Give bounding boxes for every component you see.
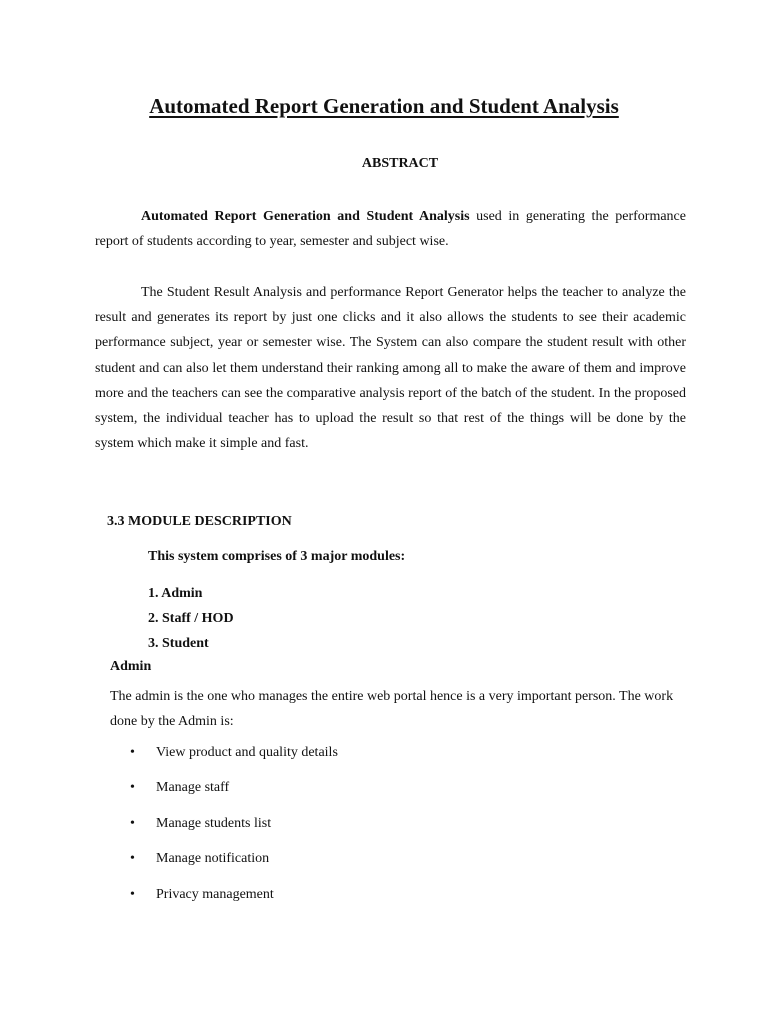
section-heading: 3.3 MODULE DESCRIPTION bbox=[107, 514, 292, 529]
duty-text: View product and quality details bbox=[156, 745, 338, 760]
modules-intro: This system comprises of 3 major modules: bbox=[148, 549, 406, 564]
abstract-paragraph-1 bbox=[95, 204, 686, 254]
duty-text: Manage notification bbox=[156, 851, 270, 867]
modules-list bbox=[148, 584, 234, 660]
module-item: 2. Staff / HOD bbox=[148, 611, 234, 627]
module-item: 3. Student bbox=[148, 636, 209, 652]
duty-text: Manage students list bbox=[156, 815, 272, 831]
abstract-heading: ABSTRACT bbox=[361, 156, 439, 171]
duty-text: Manage staff bbox=[156, 780, 230, 796]
paragraph-bold-lead: Automated Report Generation and Student Analysis bbox=[141, 209, 470, 224]
admin-description: The admin is the one who manages the entire web portal hence is a very important person. The work done by the Admin is: bbox=[110, 689, 674, 730]
bullet-icon: • bbox=[130, 886, 135, 902]
document-title: Automated Report Generation and Student Analysis bbox=[149, 94, 619, 118]
admin-heading: Admin bbox=[110, 659, 152, 674]
paragraph-text: The Student Result Analysis and performance Report Generator helps the teacher to analyze the result and generates its report by just one clicks and it also allows the students to see their academic performance subject, year or semester wise. The System can also compare the student result with other student and can also let them understand their ranking among all to make the aware of them and improve more and the teachers can see the comparative analysis report of the batch of the student. In the proposed system, the individual teacher has to upload the result so that rest of the things will be done by the system which make it simple and fast. bbox=[95, 285, 686, 452]
bullet-icon: • bbox=[130, 815, 135, 831]
abstract-paragraph-2 bbox=[95, 280, 686, 456]
duty-text: Privacy management bbox=[156, 886, 274, 902]
bullet-icon: • bbox=[130, 851, 135, 867]
bullet-icon: • bbox=[130, 745, 135, 760]
paragraph-text: used in generating the performance report of students according to year, semester and subject wise. bbox=[95, 209, 686, 250]
module-item: 1. Admin bbox=[148, 586, 203, 601]
bullet-icon: • bbox=[130, 780, 135, 796]
